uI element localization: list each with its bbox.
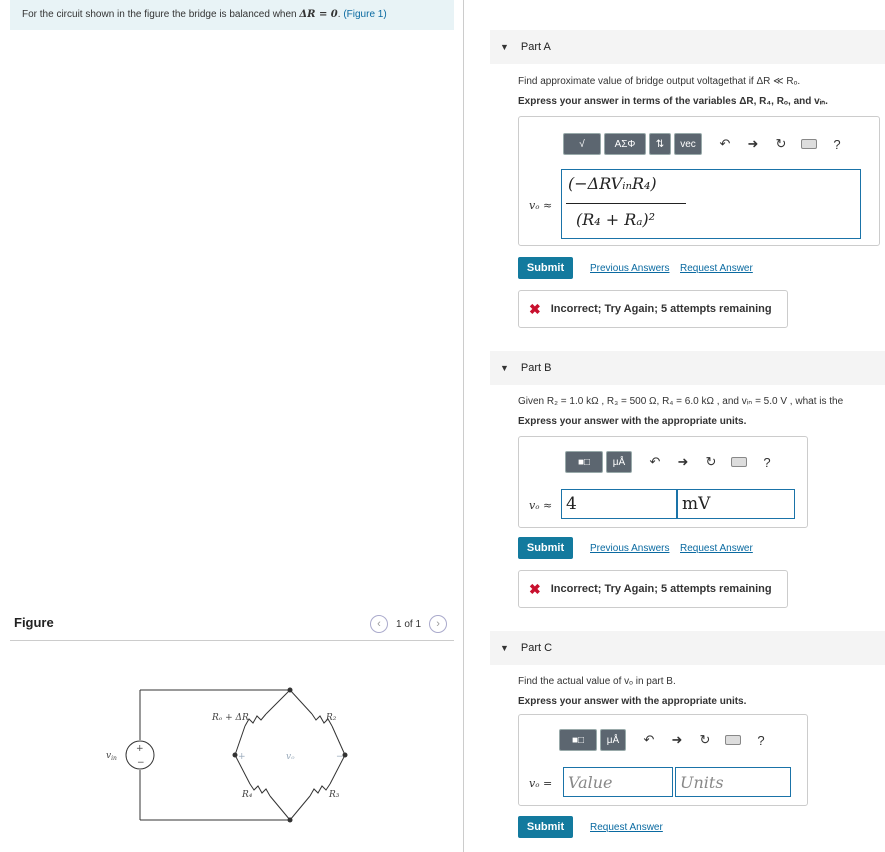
part-b-submit-button[interactable]: Submit: [518, 537, 573, 559]
reset-icon[interactable]: ↻: [775, 136, 787, 151]
part-a-instruction: Express your answer in terms of the variables ΔR, R₄, Rₒ, and vᵢₙ.: [518, 96, 828, 107]
undo-icon[interactable]: ↶: [719, 136, 731, 151]
part-a-feedback-text: Incorrect; Try Again; 5 attempts remaining: [550, 303, 772, 315]
part-b-title: Part B: [520, 362, 552, 374]
part-b-previous-answers-link[interactable]: Previous Answers: [590, 543, 670, 554]
keyboard-icon[interactable]: [731, 457, 747, 467]
problem-intro: For the circuit shown in the figure the bridge is balanced when ΔR = 0. (Figure 1): [10, 0, 454, 30]
part-b-value-input[interactable]: 4: [561, 489, 677, 519]
vo-minus: −: [336, 752, 344, 762]
vector-button[interactable]: vec: [674, 133, 702, 155]
arrows-button[interactable]: ⇅: [649, 133, 671, 155]
redo-icon[interactable]: ➜: [677, 454, 689, 469]
keyboard-icon[interactable]: [725, 735, 741, 745]
part-a-header[interactable]: [490, 30, 885, 64]
help-icon[interactable]: ?: [833, 136, 841, 152]
source-subscript: in: [111, 755, 117, 762]
wire-br2: [290, 796, 310, 820]
keyboard-icon[interactable]: [801, 139, 817, 149]
wire-bl2: [270, 796, 290, 820]
part-a-request-answer-link[interactable]: Request Answer: [680, 263, 753, 274]
node-left: [233, 753, 238, 758]
next-figure-button[interactable]: ›: [429, 615, 447, 633]
balance-condition: ΔR = 0: [299, 9, 338, 20]
part-a-answer-label: vₒ ≈: [529, 199, 553, 212]
figure-link[interactable]: (Figure 1): [343, 9, 387, 20]
part-a-expression-field[interactable]: [561, 169, 861, 239]
label-r4: R₄: [242, 790, 253, 800]
help-icon[interactable]: ?: [763, 454, 771, 470]
part-b-answer-label: vₒ ≈: [529, 499, 553, 512]
part-c-question: Find the actual value of vₒ in part B.: [518, 676, 676, 687]
label-r3: R₃: [329, 790, 340, 800]
vo-plus: +: [238, 752, 246, 762]
part-b-units-input[interactable]: mV: [677, 489, 795, 519]
help-icon[interactable]: ?: [757, 732, 765, 748]
part-c-request-answer-link[interactable]: Request Answer: [590, 822, 663, 833]
templates-button[interactable]: √: [563, 133, 601, 155]
wire-tr1: [290, 690, 312, 714]
source-label: [106, 751, 117, 762]
templates-button[interactable]: ■□: [565, 451, 603, 473]
redo-icon[interactable]: ➜: [671, 732, 683, 747]
part-c-answer-box: [518, 714, 808, 806]
part-b-instruction: Express your answer with the appropriate units.: [518, 416, 747, 427]
part-b-feedback: [518, 570, 788, 608]
resistor-r4: [250, 784, 270, 796]
label-vo: vₒ: [286, 752, 295, 762]
part-c-instruction: Express your answer with the appropriate units.: [518, 696, 747, 707]
source-symbol: v: [106, 751, 112, 761]
figure-title: Figure: [14, 615, 54, 630]
part-b-question: Given R₂ = 1.0 kΩ , R₃ = 500 Ω, R₄ = 6.0 kΩ , and vᵢₙ = 5.0 V , what is the: [518, 396, 844, 407]
fraction-numerator: (−ΔRVᵢₙR₄): [568, 174, 657, 193]
part-c-header[interactable]: [490, 631, 885, 665]
part-c-answer-label: vₒ =: [529, 777, 553, 790]
reset-icon[interactable]: ↻: [705, 454, 717, 469]
part-b-request-answer-link[interactable]: Request Answer: [680, 543, 753, 554]
fraction-bar: [566, 203, 686, 204]
wire-tr2: [332, 726, 345, 755]
column-separator: [463, 0, 464, 852]
part-a-question: Find approximate value of bridge output voltagethat if ΔR ≪ Rₒ.: [518, 76, 801, 87]
redo-icon[interactable]: ➜: [747, 136, 759, 151]
part-b-header[interactable]: [490, 351, 885, 385]
part-c-submit-button[interactable]: Submit: [518, 816, 573, 838]
part-a-title: Part A: [520, 41, 551, 53]
undo-icon[interactable]: ↶: [643, 732, 655, 747]
part-a-feedback: [518, 290, 788, 328]
node-bottom: [288, 818, 293, 823]
part-c-units-input[interactable]: Units: [675, 767, 791, 797]
label-r2: R₂: [326, 713, 337, 723]
part-a-previous-answers-link[interactable]: Previous Answers: [590, 263, 670, 274]
fraction-denominator: (R₄ + Rₐ)²: [576, 210, 655, 229]
node-top: [288, 688, 293, 693]
prev-figure-button[interactable]: ‹: [370, 615, 388, 633]
wire-tl2: [235, 726, 245, 755]
reset-icon[interactable]: ↻: [699, 732, 711, 747]
intro-text: For the circuit shown in the figure the bridge is balanced when: [22, 9, 300, 20]
part-b-feedback-text: Incorrect; Try Again; 5 attempts remaining: [550, 583, 772, 595]
incorrect-icon: ✖: [529, 300, 541, 317]
units-button[interactable]: μÅ: [600, 729, 626, 751]
templates-button[interactable]: ■□: [559, 729, 597, 751]
part-a-submit-button[interactable]: Submit: [518, 257, 573, 279]
figure-pager: [370, 615, 447, 633]
source-minus: −: [137, 758, 145, 768]
part-c-toolbar: [559, 729, 769, 751]
label-ro-dr: Rₒ + ΔR: [212, 713, 249, 723]
bridge-circuit-diagram: [90, 680, 380, 830]
source-plus: +: [136, 744, 144, 754]
part-a-answer-box: [518, 116, 880, 246]
collapse-arrow-icon[interactable]: ▼: [500, 363, 509, 373]
figure-counter: 1 of 1: [396, 618, 422, 630]
wire-tl1: [266, 690, 290, 714]
part-a-toolbar: [563, 133, 845, 155]
part-b-answer-box: [518, 436, 808, 528]
figure-divider: [10, 640, 454, 641]
undo-icon[interactable]: ↶: [649, 454, 661, 469]
incorrect-icon: ✖: [529, 580, 541, 597]
part-c-value-input[interactable]: Value: [563, 767, 673, 797]
greek-symbols-button[interactable]: ΑΣΦ: [604, 133, 646, 155]
collapse-arrow-icon[interactable]: ▼: [500, 643, 509, 653]
part-b-toolbar: [565, 451, 775, 473]
collapse-arrow-icon[interactable]: ▼: [500, 42, 509, 52]
resistor-r3: [310, 784, 330, 796]
part-c-title: Part C: [520, 642, 553, 654]
units-button[interactable]: μÅ: [606, 451, 632, 473]
